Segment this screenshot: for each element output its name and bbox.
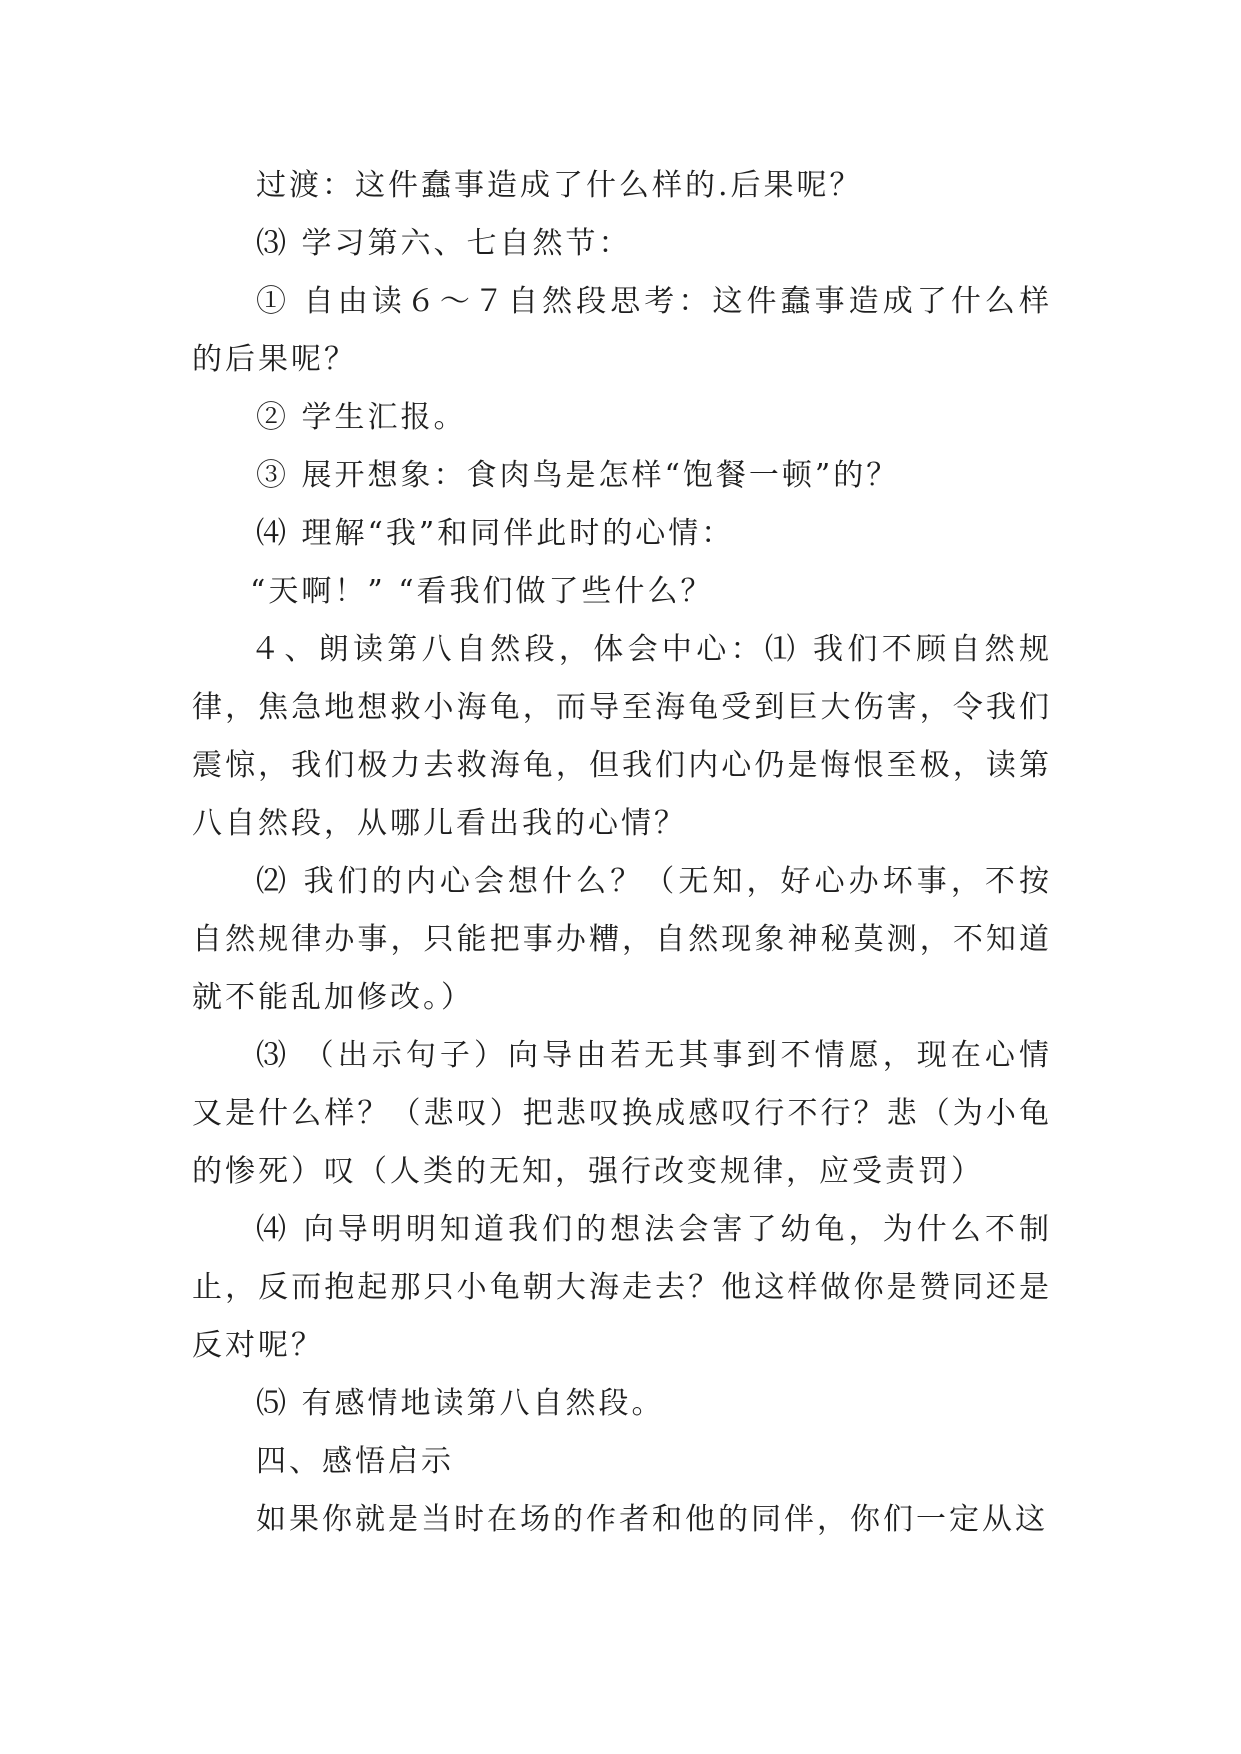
document-body [192, 157, 1052, 1549]
paragraph-transition: 过渡：这件蠢事造成了什么样的.后果呢？ [256, 168, 863, 203]
paragraph-section-3: ⑶ 学习第六、七自然节： [256, 226, 632, 261]
paragraph-question-5: ⑸ 有感情地读第八自然段。 [256, 1386, 665, 1421]
paragraph-step-4: ４、朗读第八自然段，体会中心：⑴ 我们不顾自然规律，焦急地想救小海龟，而导至海龟受到巨大伤害，令我们震惊，我们极力去救海龟，但我们内心仍是悔恨至极，读第八自然段，从哪儿看出我的心情？ [192, 632, 1052, 841]
paragraph-item-3: ③ 展开想象：食肉鸟是怎样“饱餐一顿”的？ [256, 458, 900, 493]
paragraph-item-1: ① 自由读６～７自然段思考：这件蠢事造成了什么样的后果呢？ [192, 284, 1052, 377]
paragraph-section-4: ⑷ 理解“我”和同伴此时的心情： [256, 516, 735, 551]
paragraph-item-2: ② 学生汇报。 [256, 400, 467, 435]
paragraph-question-3: ⑶ （出示句子）向导由若无其事到不情愿，现在心情又是什么样？（悲叹）把悲叹换成感叹行不行？悲（为小龟的惨死）叹（人类的无知，强行改变规律，应受责罚） [192, 1038, 1052, 1189]
paragraph-question-2: ⑵ 我们的内心会想什么？（无知，好心办坏事，不按自然规律办事，只能把事办糟，自然现象神秘莫测，不知道就不能乱加修改。） [192, 864, 1052, 1015]
paragraph-question-4: ⑷ 向导明明知道我们的想法会害了幼龟，为什么不制止，反而抱起那只小龟朝大海走去？他这样做你是赞同还是反对呢？ [192, 1212, 1052, 1363]
section-heading-insight: 四、感悟启示 [256, 1444, 454, 1479]
paragraph-quote: “天啊！” “看我们做了些什么？ [250, 574, 714, 609]
paragraph-insight: 如果你就是当时在场的作者和他的同伴，你们一定从这 [256, 1502, 1048, 1537]
